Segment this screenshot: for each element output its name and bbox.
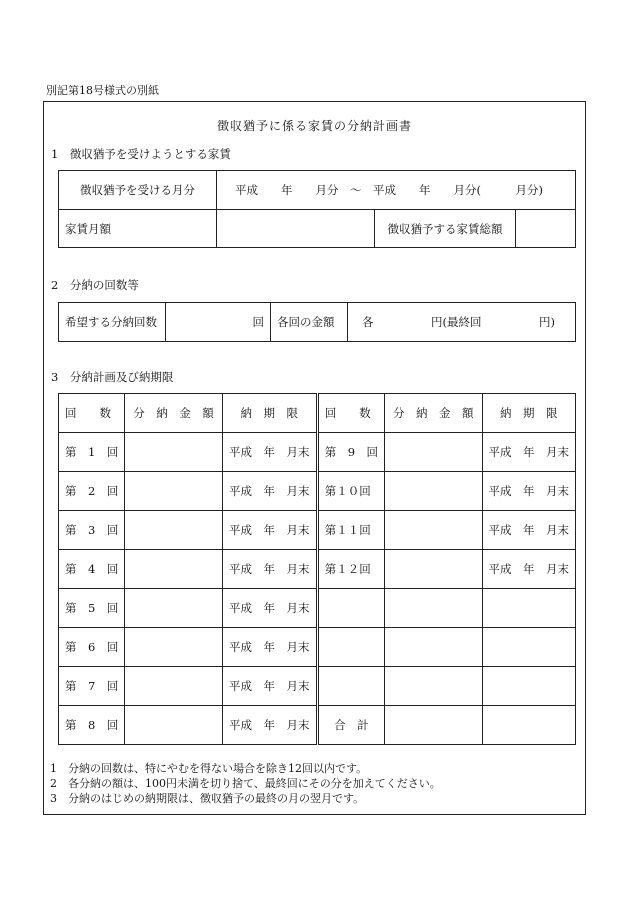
installment-due-right[interactable] (482, 706, 576, 745)
installment-amount-right[interactable] (385, 550, 482, 589)
installment-due-right[interactable] (482, 628, 576, 667)
installment-amount-left[interactable] (125, 550, 222, 589)
installment-number-right: 第１０回 (317, 472, 384, 511)
installment-number-right: 第１２回 (317, 550, 384, 589)
installment-number-left: 第 2 回 (59, 472, 125, 511)
installment-plan-table (58, 393, 576, 745)
installment-number-left: 第 4 回 (59, 550, 125, 589)
note-2: 2 各分納の額は、100円未満を切り捨て、最終回にその分を加えてください。 (50, 777, 441, 790)
section1-heading: 1 徴収猶予を受けようとする家賃 (51, 147, 231, 161)
installment-due-left[interactable]: 平成 年 月末 (222, 628, 317, 667)
installment-amount-left[interactable] (125, 433, 222, 472)
installment-due-right[interactable]: 平成 年 月末 (482, 511, 576, 550)
table-header-row (59, 394, 576, 433)
installment-amount-left[interactable] (125, 472, 222, 511)
installment-number-right (317, 589, 384, 628)
installment-due-left[interactable]: 平成 年 月末 (222, 589, 317, 628)
form-caption: 別記第18号様式の別紙 (46, 84, 159, 97)
installment-amount-right[interactable] (385, 628, 482, 667)
installment-due-left[interactable]: 平成 年 月末 (222, 472, 317, 511)
installment-due-left[interactable]: 平成 年 月末 (222, 511, 317, 550)
section1-table (58, 170, 576, 248)
count-value[interactable]: 回 (166, 303, 271, 342)
installment-amount-right[interactable] (385, 472, 482, 511)
header-due-left: 納 期 限 (222, 394, 317, 433)
installment-amount-right[interactable] (385, 667, 482, 706)
installment-amount-left[interactable] (125, 511, 222, 550)
installment-number-left: 第 6 回 (59, 628, 125, 667)
table-row (59, 433, 576, 472)
installment-due-left[interactable]: 平成 年 月末 (222, 667, 317, 706)
installment-number-right: 第 9 回 (317, 433, 384, 472)
month-value[interactable]: 平成 年 月分 〜 平成 年 月分( 月分) (217, 171, 576, 210)
note-3: 3 分納のはじめの納期限は、徴収猶予の最終の月の翌月です。 (50, 792, 365, 805)
installment-amount-right[interactable] (385, 589, 482, 628)
note-1: 1 分納の回数は、特にやむを得ない場合を除き12回以内です。 (50, 762, 368, 775)
installment-due-left[interactable]: 平成 年 月末 (222, 550, 317, 589)
table-row (59, 589, 576, 628)
header-count-right: 回 数 (317, 394, 384, 433)
installment-number-right: 第１１回 (317, 511, 384, 550)
installment-due-right[interactable] (482, 667, 576, 706)
section3-heading: 3 分納計画及び納期限 (51, 370, 174, 384)
installment-due-left[interactable]: 平成 年 月末 (222, 706, 317, 745)
installment-number-right: 合 計 (317, 706, 384, 745)
installment-due-right[interactable]: 平成 年 月末 (482, 433, 576, 472)
section2-heading: 2 分納の回数等 (51, 278, 139, 292)
installment-due-left[interactable]: 平成 年 月末 (222, 433, 317, 472)
installment-due-right[interactable] (482, 589, 576, 628)
section2-table (58, 302, 576, 342)
installment-number-left: 第 1 回 (59, 433, 125, 472)
header-due-right: 納 期 限 (482, 394, 576, 433)
installment-amount-right[interactable] (385, 433, 482, 472)
table-row (59, 550, 576, 589)
installment-amount-left[interactable] (125, 628, 222, 667)
installment-number-left: 第 8 回 (59, 706, 125, 745)
rent-label: 家賃月額 (59, 210, 217, 248)
installment-amount-left[interactable] (125, 706, 222, 745)
header-count-left: 回 数 (59, 394, 125, 433)
installment-due-right[interactable]: 平成 年 月末 (482, 550, 576, 589)
installment-amount-right[interactable] (385, 511, 482, 550)
table-row (59, 706, 576, 745)
installment-number-left: 第 3 回 (59, 511, 125, 550)
header-amount-left: 分 納 金 額 (125, 394, 222, 433)
header-amount-right: 分 納 金 額 (385, 394, 482, 433)
installment-amount-left[interactable] (125, 589, 222, 628)
table-row (59, 472, 576, 511)
month-label: 徴収猶予を受ける月分 (59, 171, 217, 210)
installment-amount-right[interactable] (385, 706, 482, 745)
installment-number-left: 第 7 回 (59, 667, 125, 706)
amount-value[interactable]: 各 円(最終回 円) (348, 303, 576, 342)
amount-label: 各回の金額 (271, 303, 348, 342)
installment-number-right (317, 667, 384, 706)
table-row (59, 511, 576, 550)
total-value[interactable] (516, 210, 576, 248)
table-row (59, 628, 576, 667)
installment-number-right (317, 628, 384, 667)
document-title: 徴収猶予に係る家賃の分納計画書 (216, 119, 412, 133)
count-label: 希望する分納回数 (59, 303, 166, 342)
installment-due-right[interactable]: 平成 年 月末 (482, 472, 576, 511)
installment-number-left: 第 5 回 (59, 589, 125, 628)
total-label: 徴収猶予する家賃総額 (375, 210, 516, 248)
installment-amount-left[interactable] (125, 667, 222, 706)
rent-value[interactable] (217, 210, 375, 248)
table-row (59, 667, 576, 706)
